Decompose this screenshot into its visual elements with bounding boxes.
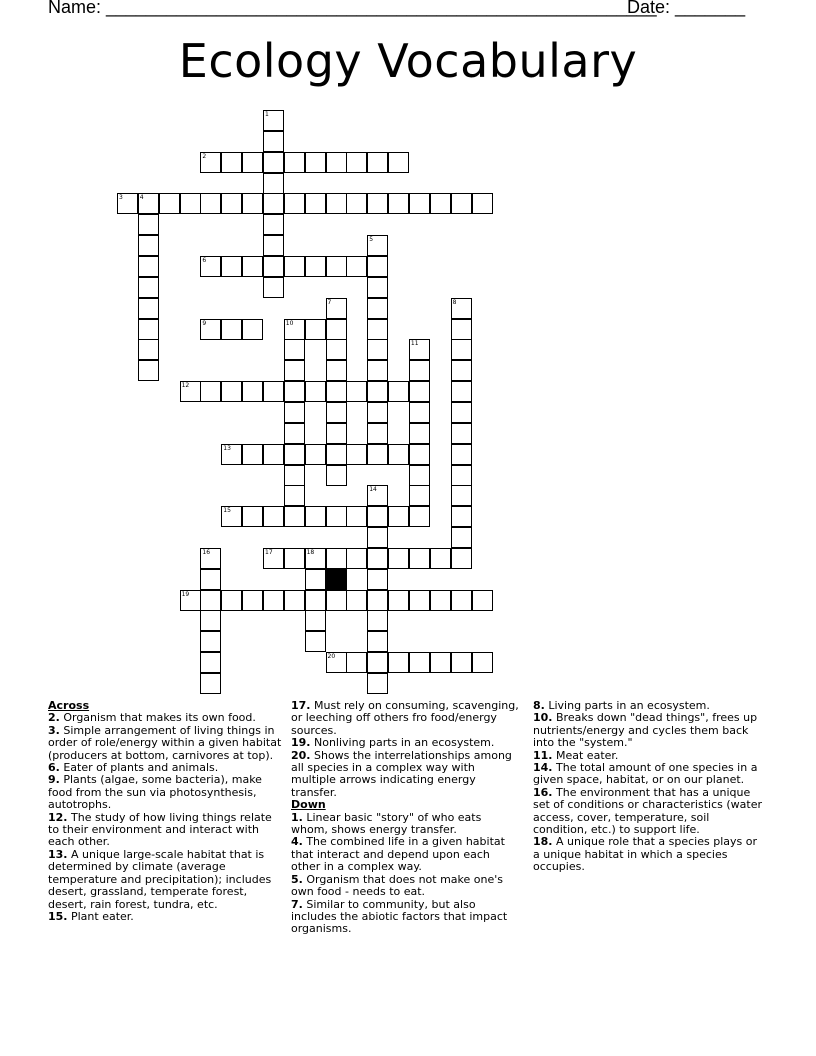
grid-cell[interactable] xyxy=(326,548,347,569)
grid-cell[interactable] xyxy=(367,506,388,527)
grid-cell[interactable] xyxy=(388,590,409,611)
clue-number: 19 xyxy=(181,590,190,598)
grid-cell[interactable] xyxy=(138,277,159,298)
grid-cell[interactable] xyxy=(305,631,326,652)
grid-cell[interactable] xyxy=(200,631,221,652)
grid-cell[interactable] xyxy=(242,381,263,402)
grid-cell[interactable] xyxy=(472,193,493,214)
grid-cell[interactable] xyxy=(451,548,472,569)
grid-cell[interactable] xyxy=(305,569,326,590)
grid-cell[interactable] xyxy=(346,193,367,214)
clue-item-number: 20. xyxy=(291,748,311,762)
grid-cell[interactable] xyxy=(430,590,451,611)
clue-item-number: 8. xyxy=(533,699,545,712)
grid-cell[interactable] xyxy=(388,506,409,527)
grid-cell[interactable] xyxy=(451,485,472,506)
grid-cell[interactable] xyxy=(242,590,263,611)
grid-cell[interactable] xyxy=(200,319,221,340)
grid-cell[interactable] xyxy=(367,319,388,340)
clue-number: 17 xyxy=(265,548,273,556)
clue-column-3 xyxy=(533,700,765,874)
grid-cell[interactable] xyxy=(326,256,347,277)
clue-item-number: 5. xyxy=(291,872,303,886)
clue-number: 12 xyxy=(181,382,190,390)
grid-cell[interactable] xyxy=(305,444,326,465)
grid-cell[interactable] xyxy=(451,193,472,214)
clue-item-text: Plants (algae, some bacteria), make food from the sun via photosynthesis, autotrophs. xyxy=(48,773,262,812)
grid-cell[interactable] xyxy=(284,590,305,611)
grid-cell[interactable] xyxy=(367,631,388,652)
clue-item-number: 6. xyxy=(48,761,60,775)
grid-cell[interactable] xyxy=(346,381,367,402)
clue-item-text: Breaks down "dead things", frees up nutrients/energy and cycles them back into the "system." xyxy=(533,711,758,750)
clue-item xyxy=(533,787,765,837)
grid-cell[interactable] xyxy=(451,444,472,465)
down-heading: Down xyxy=(291,798,326,812)
clue-column-1 xyxy=(48,700,283,923)
grid-cell[interactable] xyxy=(367,360,388,381)
grid-cell[interactable] xyxy=(326,506,347,527)
grid-cell[interactable] xyxy=(451,506,472,527)
grid-cell[interactable] xyxy=(284,152,305,173)
grid-cell[interactable] xyxy=(200,569,221,590)
grid-cell[interactable] xyxy=(221,381,242,402)
grid-cell[interactable] xyxy=(221,193,242,214)
grid-cell[interactable] xyxy=(242,444,263,465)
grid-cell[interactable] xyxy=(451,298,472,319)
clue-item-text: Nonliving parts in an ecosystem. xyxy=(310,736,495,750)
grid-cell[interactable] xyxy=(263,444,284,465)
grid-cell[interactable] xyxy=(367,527,388,548)
grid-cell[interactable] xyxy=(367,652,388,673)
clue-item-number: 1. xyxy=(291,810,303,824)
grid-cell[interactable] xyxy=(326,444,347,465)
grid-cell[interactable] xyxy=(138,298,159,319)
grid-cell[interactable] xyxy=(346,590,367,611)
clue-item-number: 10. xyxy=(533,711,553,725)
grid-cell[interactable] xyxy=(367,235,388,256)
clue-item-text: A unique large-scale habitat that is determined by climate (average temperature and precipitation); includes desert, grassland, temperate forest, desert, rain forest, tundra, etc. xyxy=(48,847,272,911)
grid-cell[interactable] xyxy=(346,652,367,673)
grid-cell[interactable] xyxy=(263,381,284,402)
grid-cell[interactable] xyxy=(138,256,159,277)
clue-item xyxy=(291,812,521,837)
grid-cell[interactable] xyxy=(388,652,409,673)
clue-number: 1 xyxy=(265,111,269,118)
clue-item xyxy=(48,725,283,762)
grid-cell[interactable] xyxy=(409,485,430,506)
clue-item xyxy=(48,774,283,811)
clue-number: 5 xyxy=(369,236,374,244)
grid-cell[interactable] xyxy=(221,319,242,340)
clue-number: 15 xyxy=(223,507,231,515)
clue-item-text: Meat eater. xyxy=(552,748,619,762)
grid-cell[interactable] xyxy=(200,590,221,611)
grid-cell[interactable] xyxy=(200,381,221,402)
page-title: Ecology Vocabulary xyxy=(178,34,638,88)
grid-cell[interactable] xyxy=(409,506,430,527)
grid-cell[interactable] xyxy=(221,256,242,277)
clue-item-text: The study of how living things relate to their environment and interact with each other. xyxy=(48,810,272,849)
clue-item xyxy=(533,762,765,787)
grid-cell[interactable] xyxy=(242,256,263,277)
grid-cell[interactable] xyxy=(263,235,284,256)
grid-cell[interactable] xyxy=(117,193,138,214)
clue-number: 13 xyxy=(223,444,231,452)
grid-cell[interactable] xyxy=(305,548,326,569)
grid-cell[interactable] xyxy=(221,152,242,173)
grid-cell[interactable] xyxy=(200,256,221,277)
grid-cell[interactable] xyxy=(367,444,388,465)
clue-number: 3 xyxy=(119,194,123,202)
grid-cell[interactable] xyxy=(138,235,159,256)
grid-cell[interactable] xyxy=(451,339,472,360)
grid-cell[interactable] xyxy=(367,298,388,319)
grid-cell[interactable] xyxy=(367,256,388,277)
grid-cell[interactable] xyxy=(180,590,201,611)
grid-cell[interactable] xyxy=(138,214,159,235)
grid-cell[interactable] xyxy=(472,590,493,611)
across-heading: Across xyxy=(48,699,90,712)
clue-item-number: 2. xyxy=(48,711,60,725)
grid-cell[interactable] xyxy=(200,652,221,673)
grid-cell[interactable] xyxy=(326,423,347,444)
grid-cell[interactable] xyxy=(284,339,305,360)
clue-item-number: 16. xyxy=(533,785,553,799)
grid-cell[interactable] xyxy=(242,152,263,173)
grid-cell[interactable] xyxy=(284,548,305,569)
grid-cell[interactable] xyxy=(180,193,201,214)
blocked-cell xyxy=(326,569,347,590)
clue-number: 11 xyxy=(410,340,419,348)
grid-cell[interactable] xyxy=(409,339,430,360)
grid-cell[interactable] xyxy=(263,277,284,298)
grid-cell[interactable] xyxy=(346,444,367,465)
clue-item-number: 3. xyxy=(48,723,60,737)
grid-cell[interactable] xyxy=(367,673,388,694)
grid-cell[interactable] xyxy=(326,360,347,381)
grid-cell[interactable] xyxy=(451,319,472,340)
grid-cell[interactable] xyxy=(367,402,388,423)
clue-number: 4 xyxy=(139,194,144,202)
grid-cell[interactable] xyxy=(326,319,347,340)
grid-cell[interactable] xyxy=(284,193,305,214)
grid-cell[interactable] xyxy=(451,527,472,548)
grid-cell[interactable] xyxy=(242,506,263,527)
clue-item-text: A unique role that a species plays or a unique habitat in which a species occupies. xyxy=(533,835,757,874)
grid-cell[interactable] xyxy=(326,652,347,673)
grid-cell[interactable] xyxy=(451,423,472,444)
grid-cell[interactable] xyxy=(200,193,221,214)
grid-cell[interactable] xyxy=(367,339,388,360)
grid-cell[interactable] xyxy=(326,402,347,423)
clue-item-number: 11. xyxy=(533,748,553,762)
grid-cell[interactable] xyxy=(180,381,201,402)
grid-cell[interactable] xyxy=(263,131,284,152)
grid-cell[interactable] xyxy=(284,465,305,486)
grid-cell[interactable] xyxy=(200,673,221,694)
grid-cell[interactable] xyxy=(138,193,159,214)
grid-cell[interactable] xyxy=(200,610,221,631)
grid-cell[interactable] xyxy=(451,465,472,486)
grid-cell[interactable] xyxy=(284,506,305,527)
clue-number: 16 xyxy=(202,548,211,556)
clue-number: 20 xyxy=(327,653,336,661)
grid-cell[interactable] xyxy=(409,193,430,214)
grid-cell[interactable] xyxy=(263,173,284,194)
grid-cell[interactable] xyxy=(200,548,221,569)
grid-cell[interactable] xyxy=(326,590,347,611)
grid-cell[interactable] xyxy=(409,423,430,444)
clue-item-number: 15. xyxy=(48,909,68,923)
name-field-label: Name: _______________________________________________________ xyxy=(48,0,657,17)
grid-cell[interactable] xyxy=(305,319,326,340)
grid-cell[interactable] xyxy=(263,256,284,277)
grid-cell[interactable] xyxy=(367,590,388,611)
grid-cell[interactable] xyxy=(451,590,472,611)
grid-cell[interactable] xyxy=(409,590,430,611)
clue-item xyxy=(533,712,765,749)
clue-item-number: 17. xyxy=(291,699,311,712)
grid-cell[interactable] xyxy=(409,652,430,673)
grid-cell[interactable] xyxy=(388,444,409,465)
clue-item xyxy=(48,911,283,923)
clue-item xyxy=(533,836,765,873)
clue-item-text: The combined life in a given habitat that interact and depend upon each other in a complex way. xyxy=(291,835,505,874)
date-field-label: Date: _______ xyxy=(627,0,746,17)
grid-cell[interactable] xyxy=(326,193,347,214)
grid-cell[interactable] xyxy=(138,360,159,381)
clue-item-text: Simple arrangement of living things in order of role/energy within a given habitat (producers at bottom, carnivores at top). xyxy=(48,723,282,762)
clue-item-text: Organism that does not make one's own food - needs to eat. xyxy=(291,872,503,899)
grid-cell[interactable] xyxy=(159,193,180,214)
grid-cell[interactable] xyxy=(430,193,451,214)
clue-item-number: 13. xyxy=(48,847,68,861)
grid-cell[interactable] xyxy=(263,214,284,235)
grid-cell[interactable] xyxy=(263,548,284,569)
grid-cell[interactable] xyxy=(346,256,367,277)
clue-item-number: 9. xyxy=(48,773,60,787)
grid-cell[interactable] xyxy=(367,193,388,214)
grid-cell[interactable] xyxy=(305,152,326,173)
clue-number: 9 xyxy=(202,319,207,327)
clue-item xyxy=(291,836,521,873)
grid-cell[interactable] xyxy=(305,610,326,631)
clue-item xyxy=(291,700,521,737)
grid-cell[interactable] xyxy=(367,423,388,444)
grid-cell[interactable] xyxy=(346,548,367,569)
grid-cell[interactable] xyxy=(326,465,347,486)
grid-cell[interactable] xyxy=(263,110,284,131)
clue-item-text: Organism that makes its own food. xyxy=(59,711,256,725)
grid-cell[interactable] xyxy=(346,506,367,527)
clue-item xyxy=(291,874,521,899)
clue-item-text: Linear basic "story" of who eats whom, shows energy transfer. xyxy=(291,810,482,837)
grid-cell[interactable] xyxy=(409,465,430,486)
clue-item-number: 7. xyxy=(291,897,303,911)
grid-cell[interactable] xyxy=(451,652,472,673)
grid-cell[interactable] xyxy=(221,590,242,611)
grid-cell[interactable] xyxy=(367,381,388,402)
grid-cell[interactable] xyxy=(367,569,388,590)
clue-item-text: Must rely on consuming, scavenging, or leeching off others fro food/energy sources. xyxy=(291,699,519,737)
grid-cell[interactable] xyxy=(305,590,326,611)
grid-cell[interactable] xyxy=(305,256,326,277)
grid-cell[interactable] xyxy=(409,548,430,569)
grid-cell[interactable] xyxy=(263,193,284,214)
grid-cell[interactable] xyxy=(451,402,472,423)
grid-cell[interactable] xyxy=(242,319,263,340)
grid-cell[interactable] xyxy=(430,652,451,673)
grid-cell[interactable] xyxy=(430,548,451,569)
grid-cell[interactable] xyxy=(388,152,409,173)
grid-cell[interactable] xyxy=(367,610,388,631)
grid-cell[interactable] xyxy=(263,506,284,527)
grid-cell[interactable] xyxy=(284,423,305,444)
grid-cell[interactable] xyxy=(242,193,263,214)
grid-cell[interactable] xyxy=(284,485,305,506)
grid-cell[interactable] xyxy=(284,319,305,340)
clue-item xyxy=(48,812,283,849)
grid-cell[interactable] xyxy=(305,381,326,402)
clue-item xyxy=(291,899,521,936)
grid-cell[interactable] xyxy=(346,152,367,173)
clue-number: 18 xyxy=(306,548,315,556)
grid-cell[interactable] xyxy=(409,444,430,465)
grid-cell[interactable] xyxy=(326,298,347,319)
grid-cell[interactable] xyxy=(138,339,159,360)
clue-item xyxy=(48,849,283,911)
grid-cell[interactable] xyxy=(284,256,305,277)
clue-number: 8 xyxy=(452,298,457,306)
grid-cell[interactable] xyxy=(263,590,284,611)
clue-number: 6 xyxy=(202,257,207,264)
grid-cell[interactable] xyxy=(221,444,242,465)
grid-cell[interactable] xyxy=(367,485,388,506)
grid-cell[interactable] xyxy=(305,506,326,527)
grid-cell[interactable] xyxy=(409,381,430,402)
clue-item-number: 14. xyxy=(533,761,553,775)
grid-cell[interactable] xyxy=(326,381,347,402)
grid-cell[interactable] xyxy=(284,444,305,465)
grid-cell[interactable] xyxy=(284,381,305,402)
clue-item-number: 18. xyxy=(533,835,553,849)
grid-cell[interactable] xyxy=(305,193,326,214)
clue-item-text: Shows the interrelationships among all species in a complex way with multiple arrows indicating energy transfer. xyxy=(291,748,512,799)
grid-cell[interactable] xyxy=(138,319,159,340)
clue-item-text: Plant eater. xyxy=(67,909,134,923)
grid-cell[interactable] xyxy=(367,152,388,173)
grid-cell[interactable] xyxy=(451,381,472,402)
grid-cell[interactable] xyxy=(284,402,305,423)
clue-number: 2 xyxy=(202,152,207,160)
grid-cell[interactable] xyxy=(263,152,284,173)
clue-item-number: 12. xyxy=(48,810,68,824)
clue-item-text: The total amount of one species in a given space, habitat, or on our planet. xyxy=(533,761,758,787)
clue-number: 7 xyxy=(327,298,332,306)
grid-cell[interactable] xyxy=(284,360,305,381)
grid-cell[interactable] xyxy=(472,652,493,673)
clue-item-number: 4. xyxy=(291,835,303,849)
clue-item-text: Eater of plants and animals. xyxy=(59,761,219,775)
grid-cell[interactable] xyxy=(388,193,409,214)
grid-cell[interactable] xyxy=(451,360,472,381)
clue-item-text: Living parts in an ecosystem. xyxy=(544,699,710,712)
clue-column-2 xyxy=(291,700,521,936)
grid-cell[interactable] xyxy=(409,402,430,423)
grid-cell[interactable] xyxy=(367,277,388,298)
grid-cell[interactable] xyxy=(388,381,409,402)
clue-item xyxy=(291,750,521,800)
grid-cell[interactable] xyxy=(388,548,409,569)
clue-item-text: Similar to community, but also includes the abiotic factors that impact organisms. xyxy=(291,897,508,936)
clue-item-number: 19. xyxy=(291,736,311,750)
grid-cell[interactable] xyxy=(326,339,347,360)
clue-number: 14 xyxy=(369,486,377,494)
clue-number: 10 xyxy=(285,319,294,327)
grid-cell[interactable] xyxy=(409,360,430,381)
grid-cell[interactable] xyxy=(326,152,347,173)
grid-cell[interactable] xyxy=(200,152,221,173)
grid-cell[interactable] xyxy=(221,506,242,527)
grid-cell[interactable] xyxy=(367,548,388,569)
clue-item-text: The environment that has a unique set of conditions or characteristics (water access, cover, temperature, soil condition, etc.) to support life. xyxy=(533,785,762,837)
